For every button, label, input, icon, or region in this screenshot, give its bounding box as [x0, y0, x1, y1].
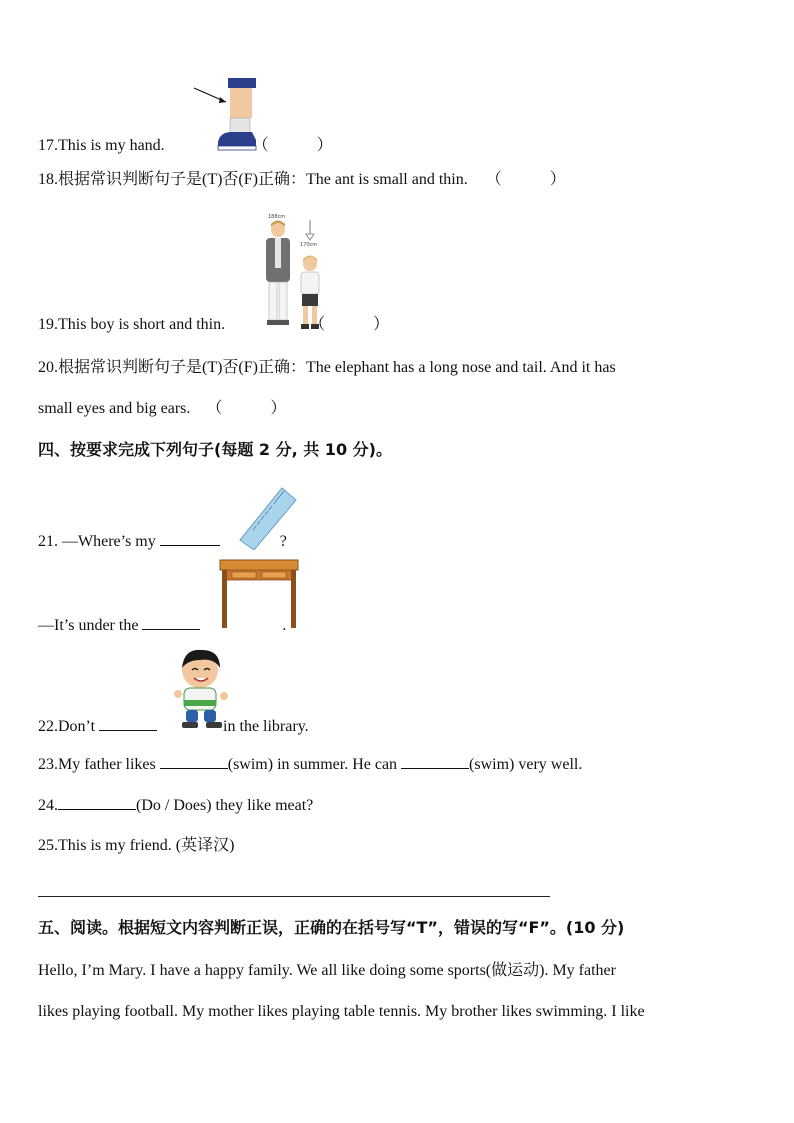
q17-text: 17.This is my hand. [38, 137, 165, 154]
q22-line [38, 715, 309, 737]
section-4-heading: 四、按要求完成下列句子(每题 2 分, 共 10 分)。 [38, 440, 392, 459]
q24-line [38, 794, 313, 816]
reading-line-2: likes playing football. My mother likes playing table tennis. My brother likes swimming. I like [38, 1003, 645, 1020]
q22-suffix: in the library. [223, 718, 309, 735]
q18-line [38, 170, 566, 190]
q21-blank-1[interactable] [160, 530, 220, 546]
man-and-boy-illustration [258, 210, 330, 332]
q24-part-1: 24. [38, 797, 58, 814]
q23-part-3: (swim) very well. [469, 756, 583, 773]
q25-answer-line[interactable] [38, 896, 550, 897]
q21-blank-2[interactable] [142, 614, 200, 630]
q23-blank-2[interactable] [401, 753, 469, 769]
q18-answer-paren[interactable]: （ ） [485, 171, 566, 188]
height-label-188: 188cm [268, 214, 286, 220]
q22-blank[interactable] [99, 715, 157, 731]
q21-line-2 [38, 614, 286, 636]
q20-line-1: 20.根据常识判断句子是(T)否(F)正确：The elephant has a long nose and tail. And it has [38, 359, 616, 376]
q22-prefix: 22.Don’t [38, 718, 96, 735]
q24-blank[interactable] [58, 794, 136, 810]
height-label-170: 170cm [300, 242, 318, 248]
reading-line-1: Hello, I’m Mary. I have a happy family. We all like doing some sports(做运动). My father [38, 962, 616, 979]
q23-line [38, 753, 582, 775]
q21-line-1 [38, 530, 287, 552]
q25-line: 25.This is my friend. (英译汉) [38, 837, 235, 854]
section-5-heading: 五、阅读。根据短文内容判断正误，正确的在括号写“T”，错误的写“F”。(10 分) [38, 918, 625, 937]
q21-prefix: 21. —Where’s my [38, 533, 156, 550]
q23-part-2: (swim) in summer. He can [227, 756, 398, 773]
q17-line [38, 136, 333, 156]
q18-text: 18.根据常识判断句子是(T)否(F)正确：The ant is small and thin. [38, 171, 468, 188]
q20-text-2: small eyes and big ears. [38, 400, 191, 417]
q21-suffix: ? [279, 533, 287, 550]
q19-answer-paren[interactable]: （ ） [309, 316, 390, 333]
q21-answer-suffix: . [282, 617, 287, 634]
q24-part-2: (Do / Does) they like meat? [136, 797, 314, 814]
q23-part-1: 23.My father likes [38, 756, 156, 773]
q20-line-2 [38, 399, 286, 419]
q23-blank-1[interactable] [160, 753, 228, 769]
q19-text: 19.This boy is short and thin. [38, 316, 226, 333]
q21-answer-prefix: —It’s under the [38, 617, 139, 634]
q19-line [38, 315, 389, 335]
q17-answer-paren[interactable]: （ ） [252, 137, 333, 154]
q20-answer-paren[interactable]: （ ） [206, 400, 287, 417]
